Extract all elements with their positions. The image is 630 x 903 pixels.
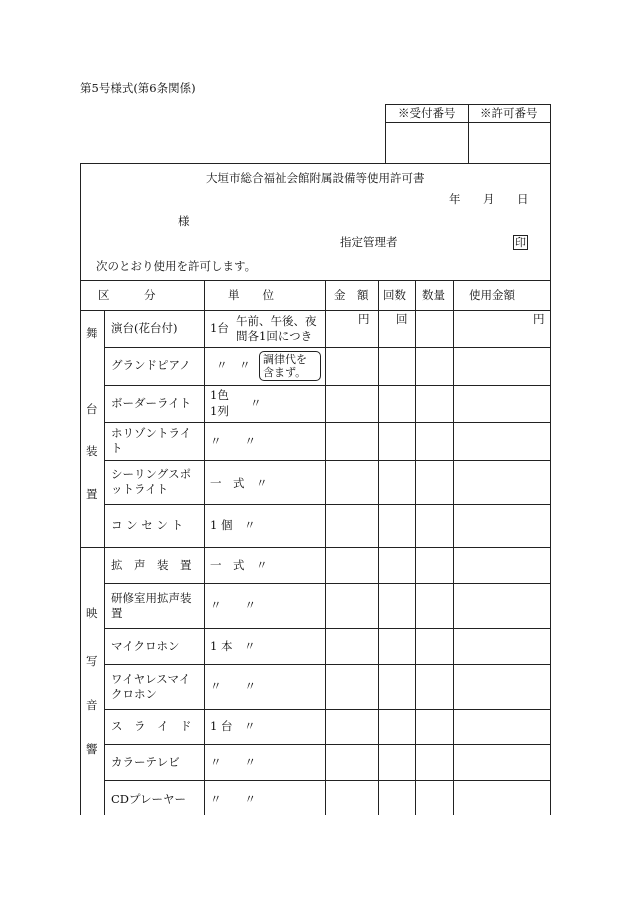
row-sep xyxy=(104,347,551,348)
col-header-unit: 単 位 xyxy=(228,288,274,302)
col-header-usage-amount: 使用金額 xyxy=(469,288,515,302)
unit-desc: 午前、午後、夜間各1回につき xyxy=(236,314,317,343)
col-header-amount: 金 額 xyxy=(334,288,369,302)
yen-mark: 円 xyxy=(533,312,545,326)
item-name: マイクロホン xyxy=(111,639,180,653)
item-name: CDプレーヤー xyxy=(111,792,187,806)
group-label-char: 台 xyxy=(86,402,98,416)
unit-qty: 〃 〃 xyxy=(210,434,256,448)
row-sep xyxy=(104,709,551,710)
row-sep xyxy=(104,504,551,505)
yen-mark: 円 xyxy=(358,312,370,326)
row-sep xyxy=(104,385,551,386)
group-label-char: 装 xyxy=(86,444,98,458)
document-title: 大垣市総合福祉会館附属設備等使用許可書 xyxy=(206,171,425,185)
permit-number-label: ※許可番号 xyxy=(480,106,538,120)
date-day: 日 xyxy=(517,192,529,206)
group-label-char: 響 xyxy=(86,742,98,756)
unit-qty: 一 式 〃 xyxy=(210,476,268,490)
date-month: 月 xyxy=(483,192,495,206)
group-label-char: 映 xyxy=(86,606,98,620)
kai-mark: 回 xyxy=(396,312,408,326)
item-name: 研修室用拡声装置 xyxy=(111,591,192,620)
unit-qty: 1色 xyxy=(210,388,229,402)
unit-qty: 〃 〃 xyxy=(216,358,251,372)
form-number: 第5号様式(第6条関係) xyxy=(80,81,196,95)
main-box-top xyxy=(80,163,551,164)
reception-box-right xyxy=(550,104,551,164)
main-box-right xyxy=(550,163,551,815)
item-name: 演台(花台付) xyxy=(111,321,178,335)
header-row-bottom xyxy=(80,310,551,311)
unit-qty: 1 個 〃 xyxy=(210,518,256,532)
group-label-char: 音 xyxy=(86,698,98,712)
main-box-left xyxy=(80,163,81,815)
reception-box-left xyxy=(385,104,386,164)
date-year: 年 xyxy=(449,192,461,206)
item-name: 拡 声 装 置 xyxy=(111,558,192,572)
group-label-char: 写 xyxy=(86,654,98,668)
unit-qty: 1台 xyxy=(210,321,229,335)
group-sep xyxy=(80,547,551,548)
manager-label: 指定管理者 xyxy=(340,235,398,249)
header-row-top xyxy=(80,280,551,281)
permit-statement: 次のとおり使用を許可します。 xyxy=(96,259,257,273)
row-sep xyxy=(104,422,551,423)
col-header-category: 区 分 xyxy=(98,288,156,302)
unit-qty: 〃 〃 xyxy=(210,679,256,693)
item-name: コ ン セ ン ト xyxy=(111,518,184,532)
row-sep xyxy=(104,628,551,629)
col-header-count: 回数 xyxy=(383,288,406,302)
item-name: グランドピアノ xyxy=(111,358,191,372)
unit-desc: 〃 xyxy=(250,396,262,410)
unit-qty: 一 式 〃 xyxy=(210,558,268,572)
unit-note: 調律代を含まず。 xyxy=(259,351,321,381)
group-label-char: 置 xyxy=(86,487,98,501)
unit-qty: 〃 〃 xyxy=(210,598,256,612)
unit-qty: 〃 〃 xyxy=(210,792,256,806)
row-sep xyxy=(104,583,551,584)
unit-qty: 1 本 〃 xyxy=(210,639,256,653)
unit-qty: 1 台 〃 xyxy=(210,719,256,733)
item-name: ホリゾントライト xyxy=(111,426,192,455)
item-name: ワイヤレスマイクロホン xyxy=(111,672,191,701)
row-sep xyxy=(104,780,551,781)
item-name: ス ラ イ ド xyxy=(111,719,192,733)
item-name: カラーテレビ xyxy=(111,755,180,769)
seal-mark: 印 xyxy=(515,236,526,249)
unit-qty: 〃 〃 xyxy=(210,755,256,769)
item-name: シーリングスポットライト xyxy=(111,467,192,496)
unit-qty-2: 1列 xyxy=(210,404,229,418)
row-sep xyxy=(104,460,551,461)
item-name: ボーダーライト xyxy=(111,396,192,410)
group-label-char: 舞 xyxy=(86,326,98,340)
col-header-quantity: 数量 xyxy=(422,288,445,302)
honorific: 様 xyxy=(178,214,190,228)
row-sep xyxy=(104,744,551,745)
reception-box-divider xyxy=(468,104,469,164)
reception-number-label: ※受付番号 xyxy=(398,106,456,120)
row-sep xyxy=(104,664,551,665)
